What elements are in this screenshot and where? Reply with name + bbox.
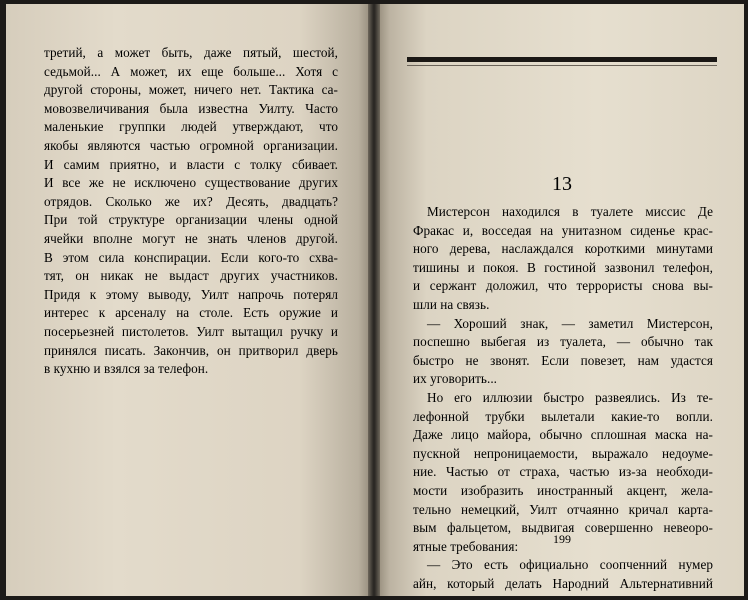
text-line: быстро не звонят. Если повезет, нам удастся <box>413 352 713 368</box>
text-line: тельно немецкий, Уилт отчаянно кричал карта- <box>413 501 713 517</box>
text-line: и сержант доложил, что террористы снова вы- <box>413 278 713 294</box>
text-line: мовозвеличивания была известна Уилту. Часто <box>44 100 338 116</box>
chapter-rule-thick <box>407 57 717 62</box>
text-line: в кухню и взялся за телефон. <box>44 361 209 377</box>
text-line: другой стороны, может, ничего нет. Тактика са- <box>44 82 338 98</box>
text-line: — Хороший знак, — заметил Мистерсон, <box>427 315 713 331</box>
chapter-number: 13 <box>552 173 572 195</box>
text-line: их уговорить... <box>413 371 498 387</box>
text-line: Даже лицо майора, обычно сплошная маска на- <box>413 427 713 443</box>
text-line: принялся писать. Закончив, он притворил дверь <box>44 342 338 358</box>
text-line: Придя к этому выводу, Уилт напрочь потерял <box>44 286 338 302</box>
text-line: поспешно выбегая из туалета, — обычно так <box>413 334 713 350</box>
text-line: И все же не исключено существование других <box>44 175 338 191</box>
text-line: И самим приятно, и власти с толку сбивает. <box>44 156 338 172</box>
text-line: пускной непроницаемости, выражало недоуме- <box>413 445 713 461</box>
text-line: третий, а может быть, даже пятый, шестой, <box>44 45 338 60</box>
text-line: тишины и покоя. В гостиной зазвонил телефон, <box>413 259 713 275</box>
text-line: Но его иллюзии быстро развеялись. Из те- <box>427 389 713 405</box>
text-line: Мистерсон находился в туалете миссис Де <box>427 204 713 219</box>
text-line: интерес к арсеналу на столе. Есть оружие и <box>44 305 338 321</box>
chapter-rule-thin <box>407 65 717 66</box>
text-line: тят, он никак не выдаст других участников. <box>44 268 338 284</box>
text-line: — Это есть официально соопченний нумер <box>427 557 713 573</box>
text-line: ячейки вполне могут не знать членов другой. <box>44 230 338 246</box>
text-line: седьмой... А может, их еще больше... Хотя с <box>44 63 338 79</box>
text-line: Фракас и, восседая на унитазном сиденье крас- <box>413 222 713 238</box>
book-gutter <box>368 4 380 596</box>
text-line: лефонной трубки вылетали какие-то вопли. <box>413 408 713 424</box>
text-line: айн, который делать Народний Альтернативний <box>413 575 713 591</box>
text-line: якобы являются частью огромной организации. <box>44 137 338 153</box>
text-line: При той структуре организации члены одной <box>44 212 338 228</box>
text-line: ятные требования: <box>413 538 519 554</box>
text-line: маленькие группки людей утверждают, что <box>44 119 338 135</box>
text-line: отрядов. Сколько же их? Десять, двадцать? <box>44 193 338 209</box>
text-line: ние. Частью от страха, частью из-за необходи- <box>413 464 713 480</box>
text-line: вым фальцетом, выдвигая совершенно невеоро- <box>413 520 713 536</box>
text-line: мости изобразить иностранный акцент, жела- <box>413 482 713 498</box>
text-line: посерьезней пистолетов. Уилт вытащил ручку и <box>44 323 338 339</box>
text-line: В этом сила конспирации. Если кого-то схва- <box>44 249 338 265</box>
text-line: ного дерева, наслаждался короткими минутами <box>413 241 713 257</box>
left-page-text <box>44 44 338 379</box>
text-line: шли на связь. <box>413 296 490 312</box>
page-number: 199 <box>553 532 571 546</box>
